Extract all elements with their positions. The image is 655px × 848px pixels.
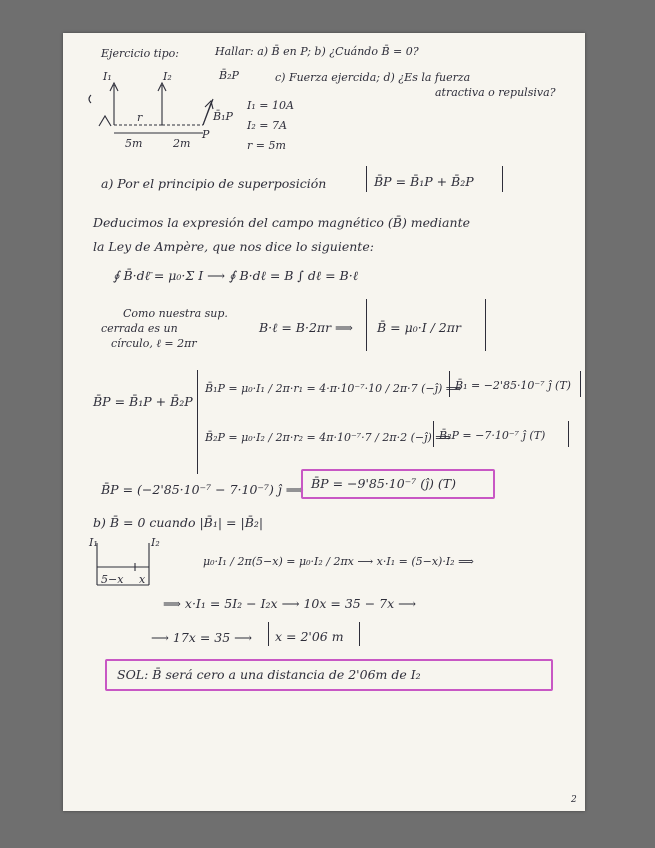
equality-equation: μ₀·I₁ / 2π(5−x) = μ₀·I₂ / 2πx ⟶ x·I₁ = (5−x)·I₂ ⟹ (203, 555, 474, 568)
closed-surface-note1: Como nuestra sup. (123, 307, 228, 320)
linear-equation: ⟹ x·I₁ = 5I₂ − I₂x ⟶ 10x = 35 − 7x ⟶ (163, 596, 417, 611)
bl-relation: B·ℓ = B·2πr ⟹ (259, 320, 353, 335)
part-a-intro: a) Por el principio de superposición (101, 176, 327, 191)
ampere-law: ∮ B̄·dℓ̄ = μ₀·Σ I ⟶ ∮ B·dℓ = B ∫ dℓ = B·ℓ (113, 268, 358, 283)
b-field-formula: B̄ = μ₀·I / 2πr (377, 320, 461, 335)
bp-total-expression: B̄P = (−2'85·10⁻⁷ − 7·10⁻⁷) ĵ ⟹ (101, 482, 304, 497)
solve-x: ⟶ 17x = 35 ⟶ (151, 630, 253, 645)
given-i2: I₂ = 7A (247, 119, 287, 132)
page-number: 2 (571, 795, 577, 805)
wire1-label: I₁ (103, 70, 112, 83)
b2p-result: B̄₂P = −7·10⁻⁷ ĵ (T) (439, 429, 546, 442)
part-b-condition: b) B̄ = 0 cuando |B̄₁| = |B̄₂| (93, 515, 264, 530)
closed-surface-note2: cerrada es un (101, 322, 178, 335)
question-a-b: Hallar: a) B̄ en P; b) ¿Cuándo B̄ = 0? (215, 45, 419, 58)
given-r: r = 5m (247, 139, 286, 152)
segment-5-minus-x: 5−x (101, 573, 124, 586)
part-b-i2-label: I₂ (151, 536, 160, 549)
distance-2m: 2m (173, 137, 191, 150)
given-i1: I₁ = 10A (247, 99, 294, 112)
b1p-diagram-label: B̄₁P (213, 110, 233, 123)
point-p-label: P (202, 128, 210, 141)
wires-sketch (63, 33, 263, 153)
system-brace (197, 370, 200, 474)
question-c-d: c) Fuerza ejercida; d) ¿Es la fuerza (275, 71, 471, 84)
closed-surface-note3: círculo, ℓ = 2πr (111, 337, 197, 350)
part-b-i1-label: I₁ (89, 536, 98, 549)
exercise-label: Ejercicio tipo: (101, 47, 179, 60)
question-d-cont: atractiva o repulsiva? (435, 86, 556, 99)
r-label: r (137, 111, 143, 124)
bp-result: B̄P = −9'85·10⁻⁷ (ĵ) (T) (311, 476, 456, 491)
distance-5m: 5m (125, 137, 143, 150)
segment-x: x (139, 573, 146, 586)
notebook-page (63, 33, 585, 811)
b1p-expression: B̄₁P = μ₀·I₁ / 2π·r₁ = 4·π·10⁻⁷·10 / 2π·7 (−ĵ) ⟹ (205, 382, 462, 395)
b2p-diagram-label: B̄₂P (219, 69, 239, 82)
superposition-formula: B̄P = B̄₁P + B̄₂P (374, 174, 474, 189)
b1p-result: B̄₁ = −2'85·10⁻⁷ ĵ (T) (455, 379, 571, 392)
deduction-line1: Deducimos la expresión del campo magnético (B̄) mediante (93, 215, 470, 230)
bp-sum: B̄P = B̄₁P + B̄₂P (93, 394, 193, 409)
x-result: x = 2'06 m (275, 629, 344, 644)
deduction-line2: la Ley de Ampère, que nos dice lo siguiente: (93, 239, 374, 254)
wire2-label: I₂ (163, 70, 172, 83)
b2p-expression: B̄₂P = μ₀·I₂ / 2π·r₂ = 4π·10⁻⁷·7 / 2π·2 (−ĵ) ⟹ (205, 431, 452, 444)
solution-text: SOL: B̄ será cero a una distancia de 2'06m de I₂ (117, 667, 421, 682)
